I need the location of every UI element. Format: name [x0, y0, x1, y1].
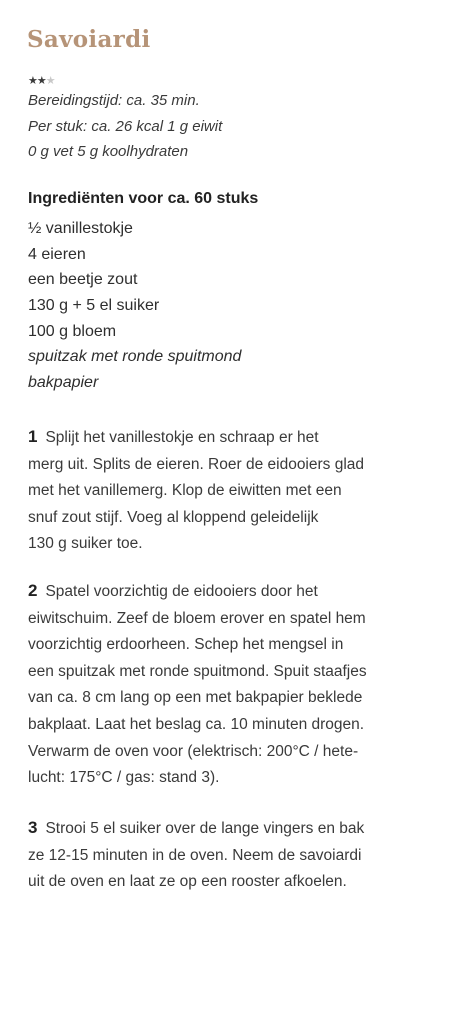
step-line: ze 12-15 minuten in de oven. Neem de savoiardi: [28, 846, 362, 864]
ingredient-item: 130 g + 5 el suiker: [28, 297, 160, 315]
ingredient-item: 4 eieren: [28, 245, 86, 263]
equipment-item: bakpapier: [28, 374, 99, 392]
step-line: snuf zout stijf. Voeg al kloppend geleidelijk: [28, 508, 319, 526]
step-line: [28, 815, 428, 843]
step-line: [28, 578, 428, 606]
step-text: Spatel voorzichtig de eidooiers door het: [45, 583, 318, 600]
step-line: merg uit. Splits de eieren. Roer de eidooiers glad: [28, 455, 365, 473]
recipe-title: Savoiardi: [27, 26, 151, 53]
step-line: uit de oven en laat ze op een rooster afkoelen.: [28, 873, 347, 891]
step-text: Strooi 5 el suiker over de lange vingers en bak: [45, 820, 365, 837]
equipment-item: spuitzak met ronde spuitmond: [28, 348, 242, 366]
step-line: [28, 424, 428, 452]
step-number: 2: [28, 581, 38, 600]
step-3: [28, 815, 428, 896]
step-line: eiwitschuim. Zeef de bloem erover en spatel hem: [28, 609, 366, 627]
preparation-time: Bereidingstijd: ca. 35 min.: [28, 92, 200, 109]
nutrition-fat-carbs: 0 g vet 5 g koolhydraten: [28, 143, 189, 160]
star-full-icon: ★: [28, 75, 37, 87]
step-line: met het vanillemerg. Klop de eiwitten met een: [28, 482, 342, 500]
step-line: een spuitzak met ronde spuitmond. Spuit staafjes: [28, 662, 367, 680]
step-line: voorzichtig erdoorheen. Schep het mengsel in: [28, 636, 344, 654]
step-text: Splijt het vanillestokje en schraap er het: [45, 429, 319, 446]
star-full-icon: ★: [36, 75, 46, 87]
step-line: 130 g suiker toe.: [28, 535, 143, 553]
ingredient-item: een beetje zout: [28, 271, 138, 289]
star-empty-icon: ★: [45, 75, 55, 87]
step-1: [28, 424, 428, 558]
ingredient-item: 100 g bloem: [28, 322, 117, 340]
step-2: [28, 578, 428, 792]
step-line: lucht: 175°C / gas: stand 3).: [28, 769, 220, 787]
ingredients-heading: Ingrediënten voor ca. 60 stuks: [28, 190, 259, 207]
ingredient-item: ½ vanillestokje: [28, 220, 133, 237]
ingredients-list: [28, 216, 241, 396]
step-number: 3: [28, 818, 38, 837]
step-line: van ca. 8 cm lang op een met bakpapier beklede: [28, 689, 363, 707]
nutrition-per-piece: Per stuk: ca. 26 kcal 1 g eiwit: [28, 118, 223, 135]
step-line: Verwarm de oven voor (elektrisch: 200°C / hete-: [28, 742, 359, 760]
step-line: bakplaat. Laat het beslag ca. 10 minuten drogen.: [28, 715, 365, 733]
difficulty-rating: [28, 74, 55, 87]
step-number: 1: [28, 427, 38, 446]
